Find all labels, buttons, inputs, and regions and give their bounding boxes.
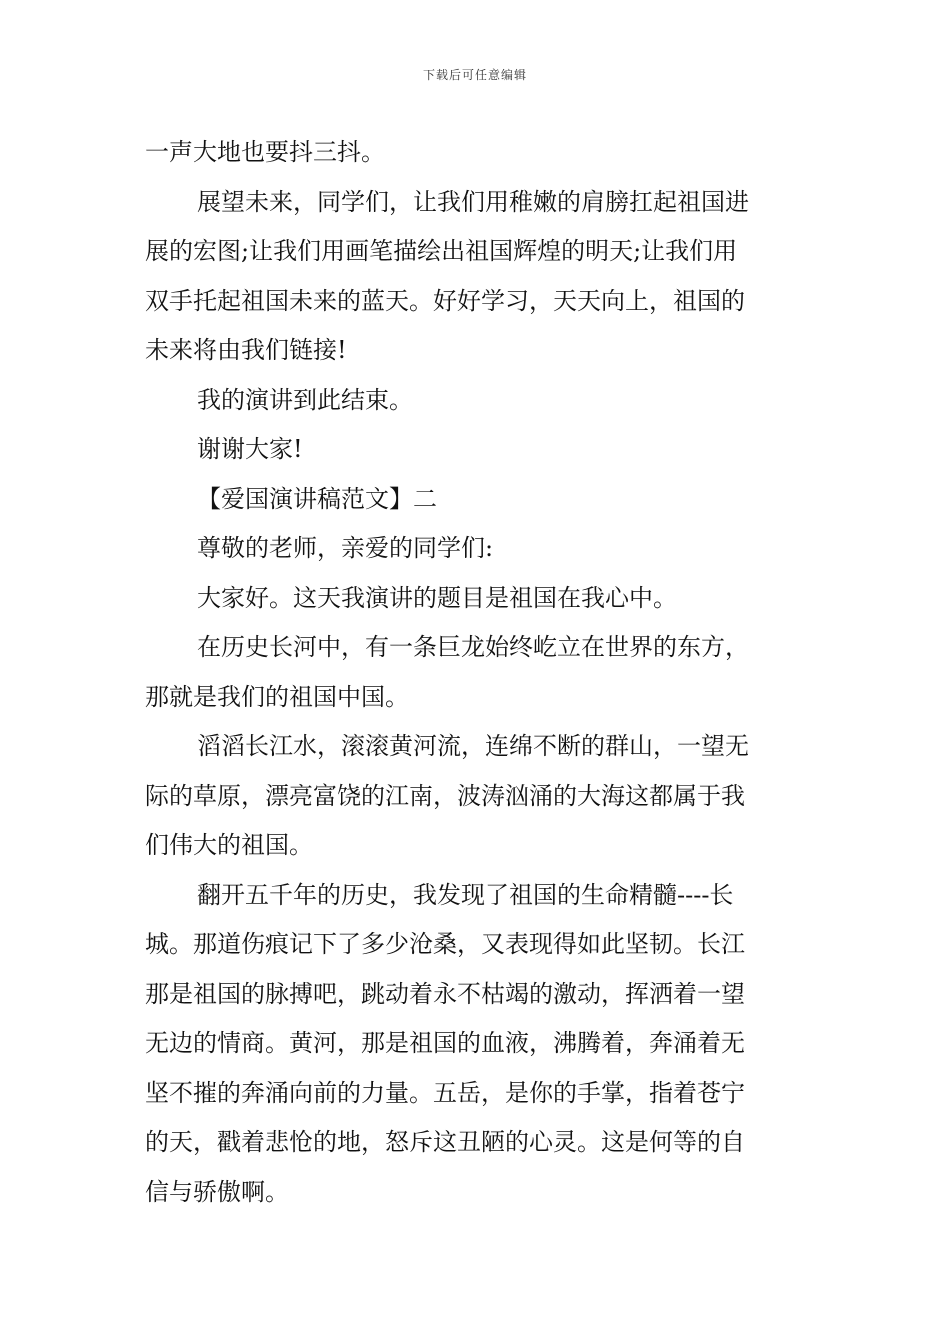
text-line: 展的宏图;让我们用画笔描绘出祖国辉煌的明天;让我们用 xyxy=(145,237,738,265)
text-line: 那是祖国的脉搏吧，跳动着永不枯竭的激动，挥洒着一望 xyxy=(145,979,745,1008)
document-body xyxy=(145,128,810,1217)
text-line: 信与骄傲啊。 xyxy=(145,1177,289,1206)
text-line: 我的演讲到此结束。 xyxy=(197,385,413,414)
text-line: 那就是我们的祖国中国。 xyxy=(145,682,409,711)
text-line: 未来将由我们链接! xyxy=(145,336,347,364)
text-line: 的天，戳着悲怆的地，怒斥这丑陋的心灵。这是何等的自 xyxy=(145,1128,745,1156)
text-line: 无边的情商。黄河，那是祖国的血液，沸腾着，奔涌着无 xyxy=(145,1029,745,1057)
section-heading: 【爱国演讲稿范文】二 xyxy=(197,484,437,513)
text-line: 展望未来，同学们，让我们用稚嫩的肩膀扛起祖国进 xyxy=(197,187,749,216)
text-line: 们伟大的祖国。 xyxy=(145,831,313,859)
text-line: 滔滔长江水，滚滚黄河流，连绵不断的群山，一望无 xyxy=(197,732,749,760)
text-line: 双手托起祖国未来的蓝天。好好学习，天天向上，祖国的 xyxy=(145,286,745,315)
text-line: 城。那道伤痕记下了多少沧桑，又表现得如此坚韧。长江 xyxy=(145,930,745,958)
text-line: 际的草原，漂亮富饶的江南，波涛汹涌的大海这都属于我 xyxy=(145,781,745,810)
text-line: 一声大地也要抖三抖。 xyxy=(145,138,385,166)
page-header-note: 下载后可任意编辑 xyxy=(422,68,527,82)
text-line: 谢谢大家! xyxy=(197,435,303,463)
text-line: 坚不摧的奔涌向前的力量。五岳，是你的手掌，指着苍宁 xyxy=(145,1078,745,1107)
text-line: 在历史长河中，有一条巨龙始终屹立在世界的东方， xyxy=(197,633,749,661)
text-line: 翻开五千年的历史，我发现了祖国的生命精髓----长 xyxy=(197,880,734,909)
text-line: 尊敬的老师，亲爱的同学们: xyxy=(197,534,494,562)
text-line: 大家好。这天我演讲的题目是祖国在我心中。 xyxy=(197,583,677,612)
